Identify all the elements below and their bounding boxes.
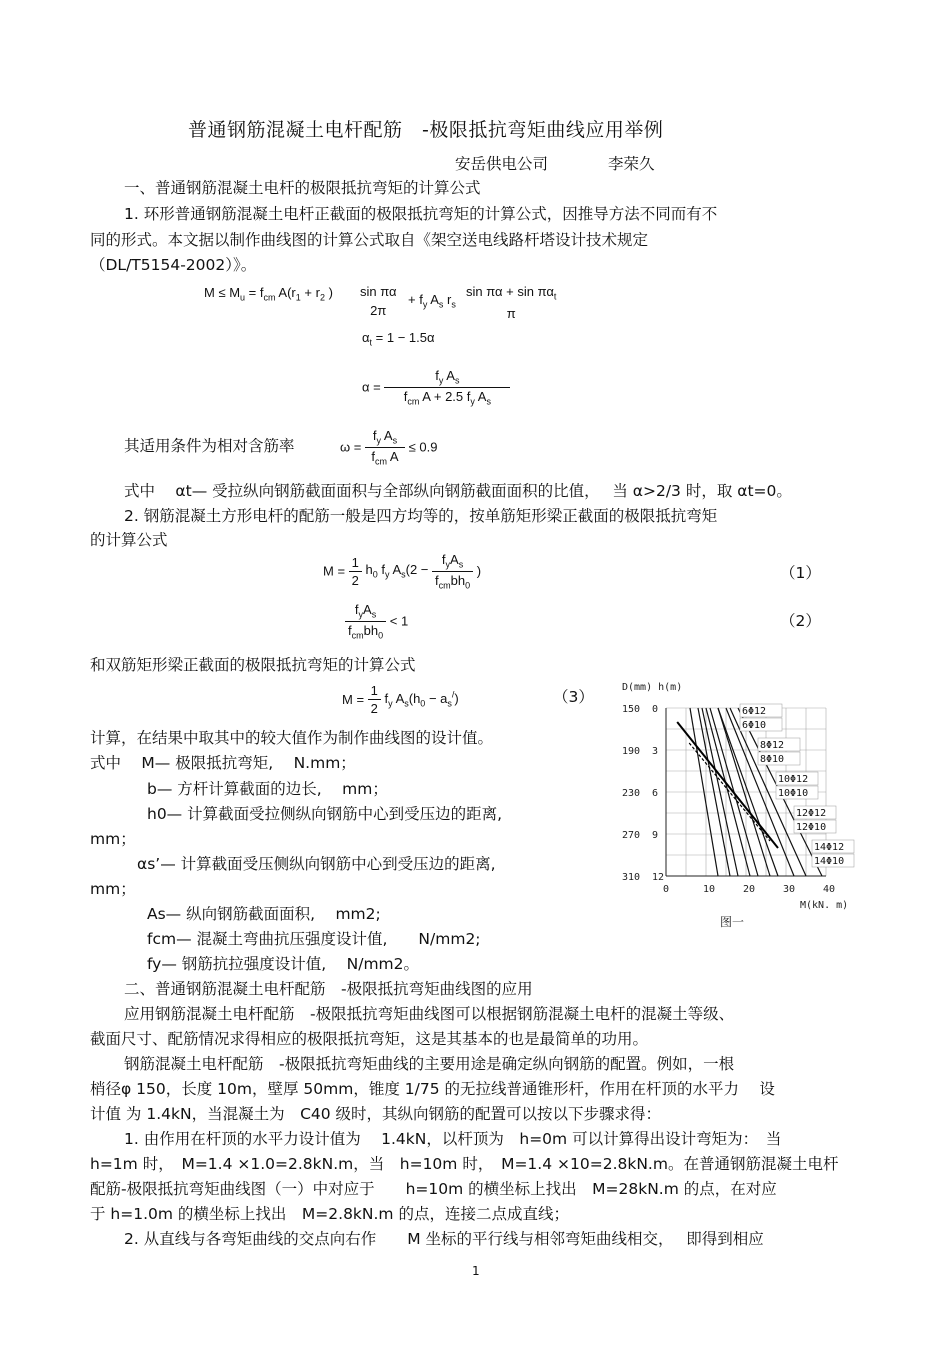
para1-line3: （DL/T5154-2002）》。 [90, 256, 257, 274]
h-tick-label: 9 [652, 830, 659, 841]
sec2-para2-line2: 梢径φ 150，长度 10m，壁厚 50mm，锥度 1/75 的无拉线普通锥形杆，作用在杆顶的水平力 设 [90, 1080, 775, 1098]
formula-eq3: M = $\frac{1}{2}$ $f_y$ $A_s(h_0 - a_s^/)$ [342, 683, 459, 716]
condition-text: 其适用条件为相对含筋率 [124, 437, 295, 455]
def-b: b— 方杆计算截面的边长, mm； [147, 780, 388, 798]
legend-label-12Φ10: 12Φ10 [796, 822, 827, 833]
eq2-number: （2） [780, 612, 821, 630]
d-tick-label: 150 [622, 704, 641, 715]
formula-main: $M \le M_u = f_{cm}$ $A(r_1 + r_2$ ) [204, 285, 333, 303]
formula-eq1: M = $\frac{1}{2}$ $h_0$ $f_y$ $A_s(2$ − $\frac{f_yA_s}{f_{cm}bh_0}$ ) [323, 552, 482, 591]
chart-title: 图一 [720, 915, 745, 929]
sec2-para2-line1: 钢筋混凝土电杆配筋 -极限抵抗弯矩曲线的主要用途是确定纵向钢筋的配置。例如，一根 [124, 1055, 735, 1073]
h-tick-label: 0 [652, 704, 659, 715]
x-tick-label: 30 [783, 884, 796, 895]
legend-label-6Φ10: 6Φ10 [742, 720, 767, 731]
def-as-unit: mm； [90, 880, 136, 898]
step1-line3: 配筋-极限抵抗弯矩曲线图（一）中对应于 h=10m 的横坐标上找出 M=28kN.m 的点，在对应 [90, 1180, 777, 1198]
legend-label-10Φ10: 10Φ10 [778, 788, 809, 799]
def-h0: h0— 计算截面受拉侧纵向钢筋中心到受压边的距离, [147, 805, 503, 823]
formula-main-part2: + $f_y$ $A_s$ $r_s$ [408, 292, 456, 310]
def-h0-unit: mm； [90, 830, 136, 848]
para1-line1: 1. 环形普通钢筋混凝土电杆正截面的极限抵抗弯矩的计算公式，因推导方法不同而有不 [124, 205, 718, 223]
para1-line2: 同的形式。本文据以制作曲线图的计算公式取自《架空送电线路杆塔设计技术规定 [90, 231, 649, 249]
def-as: αs’— 计算截面受压侧纵向钢筋中心到受压边的距离, [137, 855, 496, 873]
legend-label-8Φ10: 8Φ10 [760, 754, 785, 765]
d-tick-label: 230 [622, 788, 641, 799]
page-number: 1 [472, 1264, 480, 1278]
page-title: 普通钢筋混凝土电杆配筋 -极限抵抗弯矩曲线应用举例 [188, 119, 664, 141]
x-tick-label: 40 [823, 884, 836, 895]
chart-xlabel: M(kN. m) [800, 900, 849, 911]
double-text: 和双筋矩形梁正截面的极限抵抗弯矩的计算公式 [90, 656, 416, 674]
step1-line4: 于 h=1.0m 的横坐标上找出 M=2.8kN.m 的点，连接二点成直线； [90, 1205, 569, 1223]
legend-label-14Φ10: 14Φ10 [814, 856, 845, 867]
eq3-number: （3） [553, 688, 594, 706]
para2-line2: 的计算公式 [90, 531, 168, 549]
formula-alpha: α = $\frac{f_y A_s}{f_{cm} A + 2.5 f_y A_s}$ [362, 368, 510, 406]
legend-label-12Φ12: 12Φ12 [796, 808, 827, 819]
step1-line1: 1. 由作用在杆顶的水平力设计值为 1.4kN，以杆顶为 h=0m 可以计算得出设计弯矩为： 当 [124, 1130, 782, 1148]
formula-main-frac1: sin πα 2π [360, 284, 397, 318]
h-tick-label: 6 [652, 788, 659, 799]
d-tick-label: 310 [622, 872, 641, 883]
section2-heading: 二、普通钢筋混凝土电杆配筋 -极限抵抗弯矩曲线图的应用 [124, 980, 533, 998]
moment-chart [612, 676, 874, 934]
legend-label-14Φ12: 14Φ12 [814, 842, 845, 853]
x-tick-label: 20 [743, 884, 756, 895]
legend-label-6Φ12: 6Φ12 [742, 706, 767, 717]
legend-label-8Φ12: 8Φ12 [760, 740, 785, 751]
formula-omega: ω = $\frac{f_y A_s}{f_{cm} A}$ ≤ 0.9 [340, 428, 438, 467]
d-tick-label: 190 [622, 746, 641, 757]
def-As: As— 纵向钢筋截面面积, mm2; [147, 905, 381, 923]
x-tick-label: 0 [663, 884, 670, 895]
author-org: 安岳供电公司 [455, 155, 549, 173]
step1-line2: h=1m 时， M=1.4 ×1.0=2.8kN.m，当 h=10m 时， M=1.4 ×10=2.8kN.m。在普通钢筋混凝土电杆 [90, 1155, 839, 1173]
h-tick-label: 3 [652, 746, 659, 757]
h-tick-label: 12 [652, 872, 665, 883]
chart-ylabel: D(mm) h(m) [622, 682, 683, 693]
x-tick-label: 10 [703, 884, 716, 895]
legend-label-10Φ12: 10Φ12 [778, 774, 809, 785]
where-alpha-t: 式中 αt— 受拉纵向钢筋截面面积与全部纵向钢筋截面面积的比值， 当 α>2/3 时，取 αt=0。 [124, 482, 792, 500]
def-fy: fy— 钢筋抗拉强度设计值, N/mm2。 [147, 955, 420, 973]
formula-alpha-t: $\alpha_t = 1 - 1.5\alpha$ [362, 330, 435, 348]
def-M: 式中 M— 极限抵抗弯矩, N.mm； [90, 754, 356, 772]
section1-heading: 一、普通钢筋混凝土电杆的极限抵抗弯矩的计算公式 [124, 179, 481, 197]
calc-text: 计算，在结果中取其中的较大值作为制作曲线图的设计值。 [90, 729, 494, 747]
formula-main-frac2: $\sin \pi\alpha + \sin \pi\alpha_t$ π [466, 284, 557, 321]
formula-eq2: $\frac{f_yA_s}{f_{cm}bh_0}$ < 1 [345, 602, 408, 640]
d-tick-label: 270 [622, 830, 641, 841]
step2-line1: 2. 从直线与各弯矩曲线的交点向右作 M 坐标的平行线与相邻弯矩曲线相交， 即得到相应 [124, 1230, 764, 1248]
eq1-number: （1） [780, 564, 821, 582]
sec2-para2-line3: 计值 为 1.4kN，当混凝土为 C40 级时，其纵向钢筋的配置可以按以下步骤求得： [90, 1105, 662, 1123]
def-fcm: fcm— 混凝土弯曲抗压强度设计值, N/mm2; [147, 930, 481, 948]
sec2-para1-line1: 应用钢筋混凝土电杆配筋 -极限抵抗弯矩曲线图可以根据钢筋混凝土电杆的混凝土等级、 [124, 1005, 735, 1023]
author-name: 李荣久 [608, 155, 655, 173]
sec2-para1-line2: 截面尺寸、配筋情况求得相应的极限抵抗弯矩，这是其基本的也是最简单的功用。 [90, 1030, 649, 1048]
para2-line1: 2. 钢筋混凝土方形电杆的配筋一般是四方均等的，按单筋矩形梁正截面的极限抵抗弯矩 [124, 507, 718, 525]
